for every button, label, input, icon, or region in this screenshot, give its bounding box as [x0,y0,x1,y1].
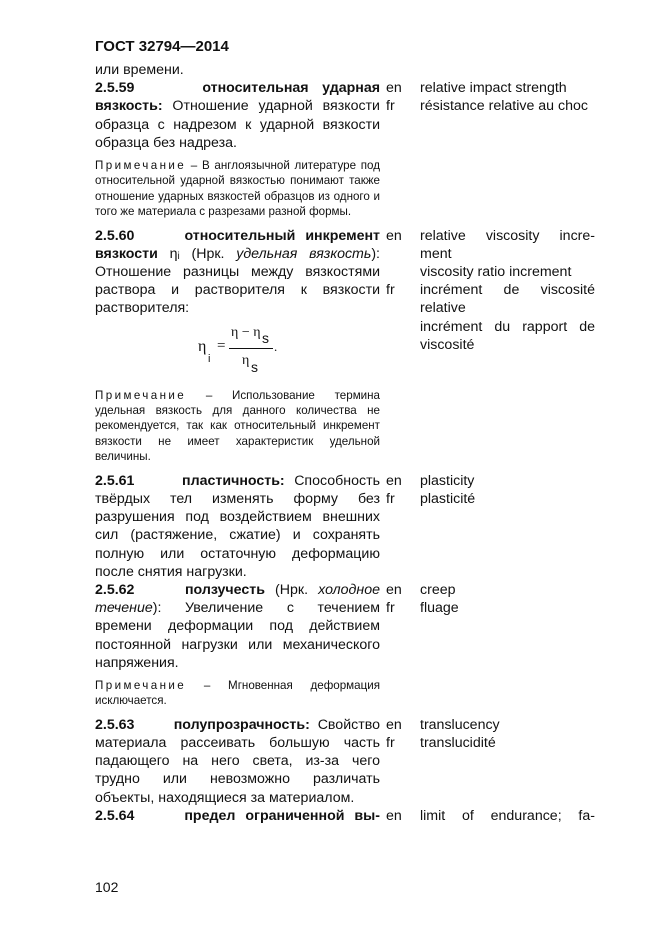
translation-en: limit of endurance; fa- [420,807,595,824]
translation-en: translucency [420,716,500,733]
entry-term: относительная ударная вязкость: [95,80,380,115]
entry-2-5-59 [95,79,605,222]
deprecated-term: холодное течение [95,581,380,617]
entry-term: ползучесть [184,581,265,598]
translation-en: plasticity [420,472,475,489]
entry-definition: Свойство материала рассеивать большую часть падающего на него света, из-за чего трудно или невозможно различать объекты, находящиеся за материалом. [95,716,380,806]
deprecated-term: удельная вязкость [236,245,372,262]
entry-number: 2.5.59 [95,80,135,97]
entry-ru [95,79,380,222]
entry-note: Примечание – Мгновенная деформация исключается. [95,678,380,708]
page-number: 102 [95,879,119,895]
fraction-line [229,348,273,349]
lang-codes: en fr [386,716,402,751]
entry-definition: Увеличение с течением времени деформации под действием постоянной нагрузки или механического напряжения. [95,600,380,671]
lang-codes: en fr [386,227,402,298]
lang-codes: en fr [386,581,402,617]
entry-ru [95,472,380,581]
lang-codes: en fr [386,472,402,507]
entry-ru [95,807,380,825]
lang-codes: en [386,807,402,824]
entry-definition: Способность твёрдых тел изменять форму без разрушения под воздействием внешних сил (растяжение, сжатие) и сохранять полную или остаточную деформацию после снятия нагрузки. [95,472,380,580]
entry-2-5-62 [95,581,605,712]
translations [420,581,595,712]
entry-term: пластичность: [182,472,285,489]
translation-fr: translucidité [420,734,496,751]
entry-2-5-61 [95,472,605,581]
lang-codes: en fr [386,80,402,115]
entry-ru: 2.5.62 ползучесть (Нрк. холодное течение): Увеличение с течением времени деформации под действием постоянной нагрузки или механического напряжения. Примечание – Мгновенная деформация исключается. [95,581,380,708]
translations [420,807,595,825]
entry-term: предел ограниченной вы- [184,807,380,824]
translation-en: relative impact strength [420,80,567,97]
continuation-line: или времени. [95,62,184,78]
entry-definition: Отношение ударной вязкости образца с надрезом к ударной вязкости образца без надреза. [95,98,380,151]
translation-fr: plasticité [420,490,476,507]
entry-number: 2.5.61 [95,472,135,489]
entry-number: 2.5.60 [95,227,135,244]
entry-2-5-64 [95,807,605,825]
translations [420,79,595,222]
translation-en: creep [420,581,456,598]
viscosity-formula: η i = η − η s η s . [198,324,278,375]
glossary-content [95,61,605,825]
translations: relative viscosity incre- ment viscosity ratio increment incrément de viscosité relative incrément du rapport de viscosité [420,227,595,353]
entry-note: Примечание – Использование термина удельная вязкость для данного количества не рекомендуется, так как относительный инкремент вязкости не имеет характеристик удельной величины. [95,388,380,464]
translation-fr: résistance relative au choc [420,98,588,115]
translation-fr: fluage [420,600,459,617]
document-header: ГОСТ 32794—2014 [95,38,229,55]
entry-2-5-60 [95,227,605,468]
entry-number: 2.5.63 [95,716,135,733]
entry-definition: Отношение разницы между вязкостями раствора и растворителя к вязкости растворителя: [95,264,380,317]
entry-number: 2.5.64 [95,807,135,824]
translations [420,472,595,581]
entry-ru: 2.5.60 относительный инкремент вязкости ηᵢ (Нрк. удельная вязкость): Отношение разницы между вязкостями раствора и растворителя к вязкости растворителя: η i = η − η s η s . Примечание – Использование термина удельная вязкость для данного количества не рекомендуется, так как относительный инкремент вязкости не имеет характеристик удельной величины. [95,227,380,464]
entry-2-5-63 [95,716,605,807]
entry-number: 2.5.62 [95,581,135,598]
entry-note: Примечание – В англоязычной литературе под относительной ударной вязкостью понимают также отношение ударных вязкостей образцов из одного и того же материала с разрезами разной формы. [95,159,380,219]
entry-symbol: ηᵢ [169,245,180,262]
entry-term: полупрозрачность: [173,716,310,733]
translations [420,716,595,807]
entry-term: относительный инкремент вязкости [95,227,380,262]
entry-ru [95,716,380,807]
